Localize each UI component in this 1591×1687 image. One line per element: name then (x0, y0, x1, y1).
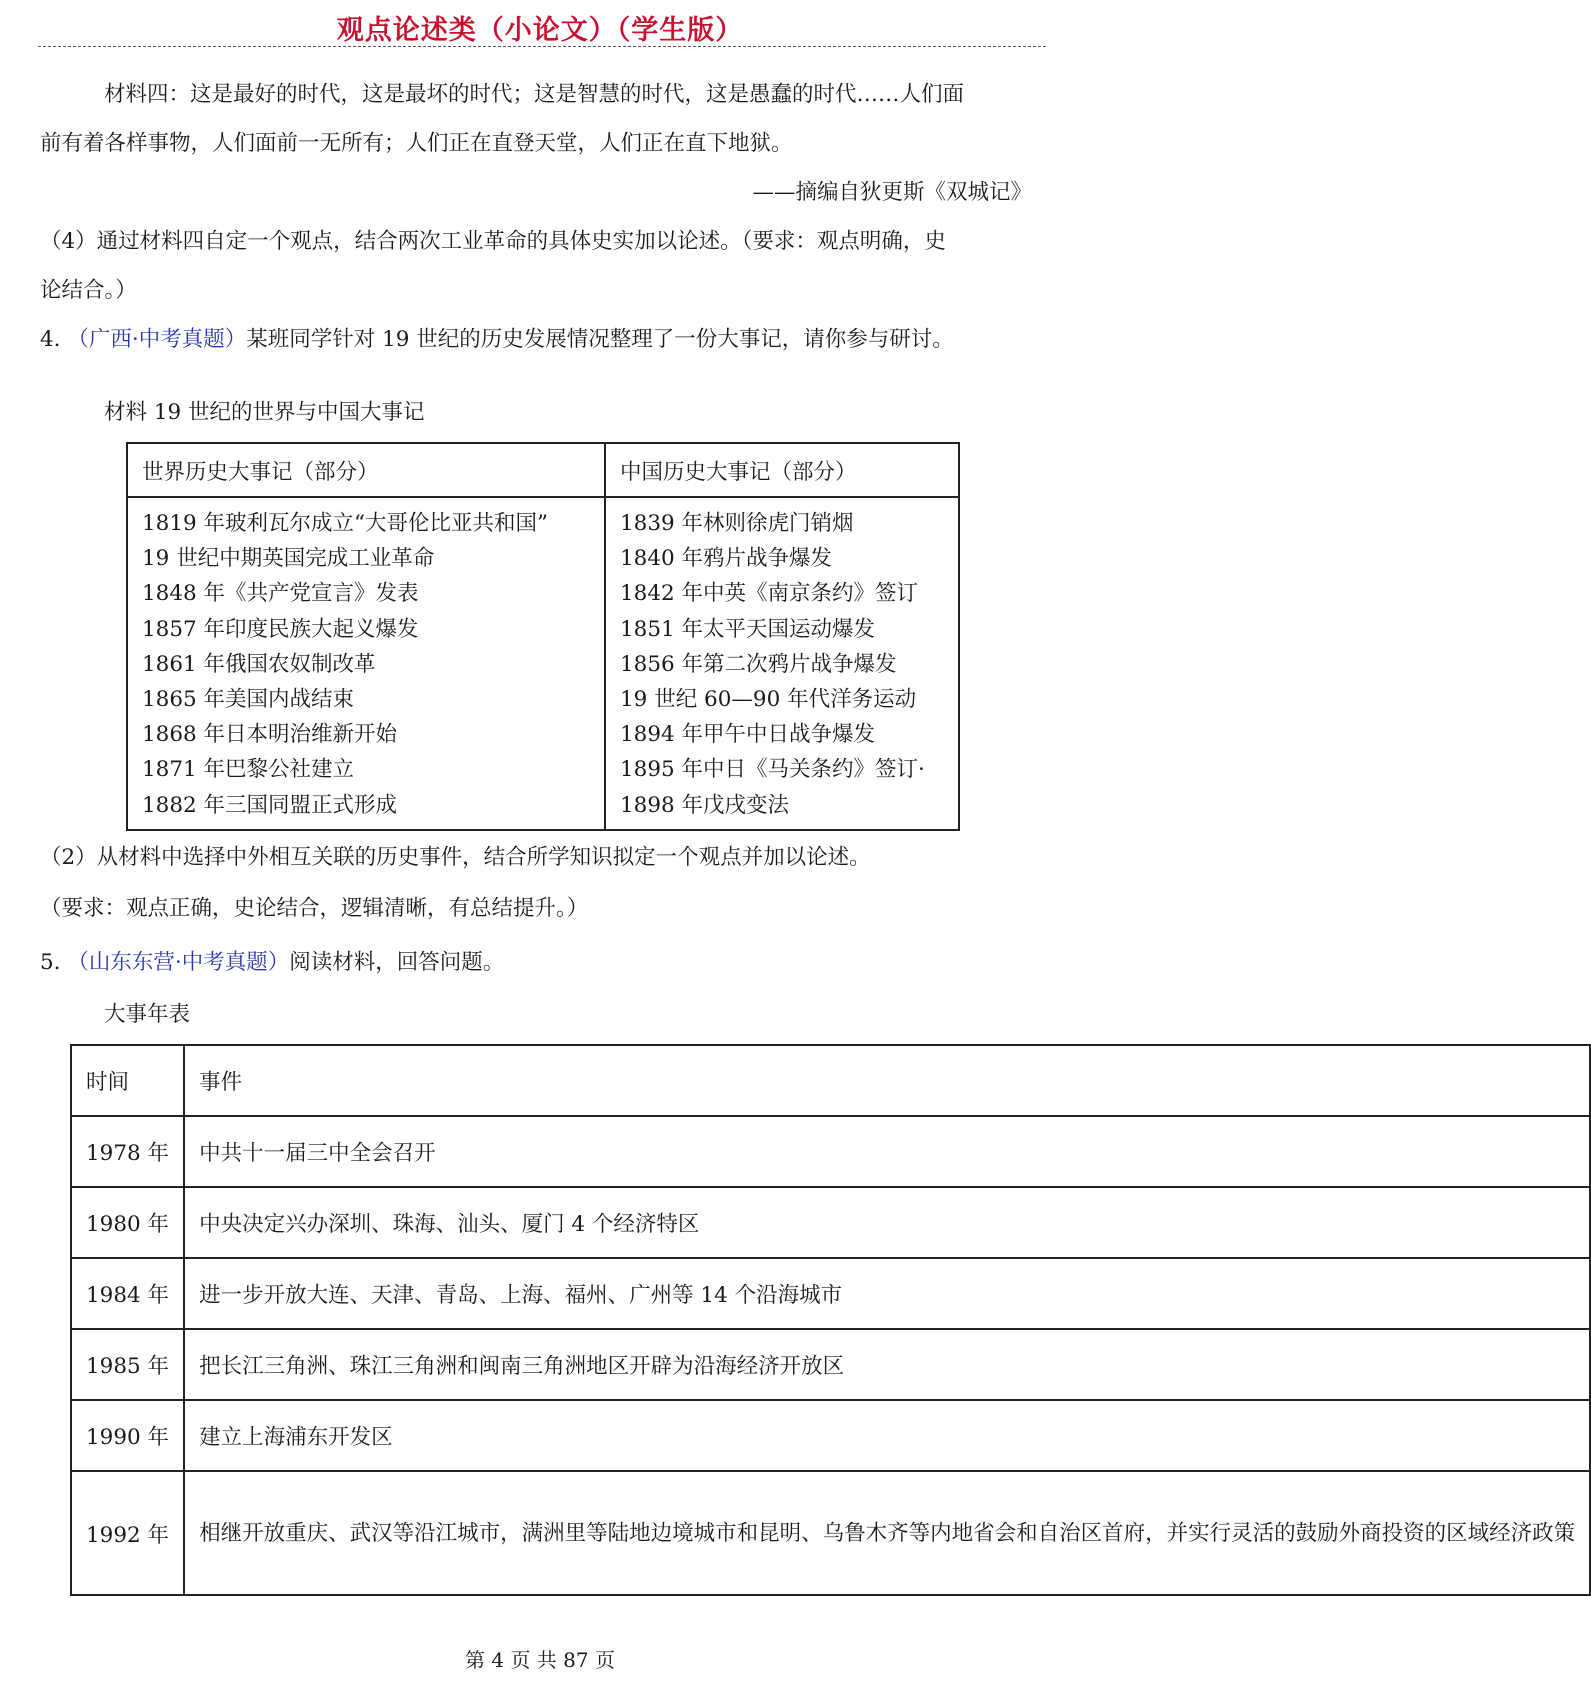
list-item: 1851 年太平天国运动爆发 (620, 616, 876, 642)
time-cell: 1990 年 (71, 1400, 184, 1471)
material4-line2: 前有着各样事物，人们面前一无所有；人们正在直登天堂，人们正在直下地狱。 (40, 131, 793, 156)
question-source: （广西·中考真题） (67, 327, 247, 352)
event-cell: 中共十一届三中全会召开 (184, 1116, 1590, 1187)
time-cell: 1980 年 (71, 1187, 184, 1258)
q5-table-title: 大事年表 (104, 1002, 191, 1027)
question-text: 阅读材料，回答问题。 (289, 950, 505, 975)
question-number: 4. (40, 327, 61, 352)
q4-part4-line1: （4）通过材料四自定一个观点，结合两次工业革命的具体史实加以论述。（要求：观点明确，史 (40, 229, 946, 254)
event-cell: 建立上海浦东开发区 (184, 1400, 1590, 1471)
time-cell: 1978 年 (71, 1116, 184, 1187)
question-number: 5. (40, 950, 61, 975)
question-5 (40, 948, 504, 978)
table-row (71, 1471, 1590, 1595)
table-row (71, 1258, 1590, 1329)
list-item: 19 世纪中期英国完成工业革命 (142, 546, 435, 572)
table-header-china: 中国历史大事记（部分） (605, 443, 959, 497)
page-title: 观点论述类（小论文）（学生版） (336, 15, 744, 46)
q4-part4-line2: 论结合。） (40, 278, 137, 303)
material4-source: ——摘编自狄更斯《双城记》 (752, 180, 1032, 205)
table-header-time: 时间 (71, 1045, 184, 1116)
list-item: 1839 年林则徐虎门销烟 (620, 511, 854, 536)
event-cell: 进一步开放大连、天津、青岛、上海、福州、广州等 14 个沿海城市 (184, 1258, 1590, 1329)
list-item: 1861 年俄国农奴制改革 (142, 651, 376, 677)
list-item: 1871 年巴黎公社建立 (142, 757, 355, 783)
table-header-world: 世界历史大事记（部分） (127, 443, 605, 497)
list-item: 1856 年第二次鸦片战争爆发 (620, 651, 897, 677)
list-item: 1848 年《共产党宣言》发表 (142, 581, 419, 607)
time-cell: 1985 年 (71, 1329, 184, 1400)
list-item: 1894 年甲午中日战争爆发 (620, 722, 876, 748)
q4-part2-line1: （2）从材料中选择中外相互关联的历史事件，结合所学知识拟定一个观点并加以论述。 (40, 845, 871, 870)
header-divider (38, 46, 1046, 47)
event-cell: 相继开放重庆、武汉等沿江城市，满洲里等陆地边境城市和昆明、乌鲁木齐等内地省会和自治区首府，并实行灵活的鼓励外商投资的区域经济政策 (184, 1471, 1590, 1595)
question-text: 某班同学针对 19 世纪的历史发展情况整理了一份大事记，请你参与研讨。 (246, 327, 954, 352)
question-4 (40, 325, 954, 355)
china-events-cell (605, 497, 959, 830)
world-events-cell (127, 497, 605, 830)
list-item: 1865 年美国内战结束 (142, 687, 355, 713)
list-item: 1882 年三国同盟正式形成 (142, 792, 398, 818)
time-cell: 1992 年 (71, 1471, 184, 1595)
event-cell: 把长江三角洲、珠江三角洲和闽南三角洲地区开辟为沿海经济开放区 (184, 1329, 1590, 1400)
list-item: 1898 年戊戌变法 (620, 792, 790, 818)
table-row (71, 1329, 1590, 1400)
question-source: （山东东营·中考真题） (67, 950, 290, 975)
time-cell: 1984 年 (71, 1258, 184, 1329)
table-row (71, 1116, 1590, 1187)
list-item: 1895 年中日《马关条约》签订· (620, 757, 925, 783)
q5-chronology-table (70, 1044, 1591, 1596)
page-number: 第 4 页 共 87 页 (465, 1648, 615, 1672)
q4-events-table (126, 442, 960, 831)
q4-part2-line2: （要求：观点正确，史论结合，逻辑清晰，有总结提升。） (40, 896, 589, 921)
event-cell: 中央决定兴办深圳、珠海、汕头、厦门 4 个经济特区 (184, 1187, 1590, 1258)
table-row (71, 1400, 1590, 1471)
list-item: 1868 年日本明治维新开始 (142, 722, 398, 748)
table-row (71, 1187, 1590, 1258)
list-item: 19 世纪 60—90 年代洋务运动 (620, 687, 917, 713)
list-item: 1819 年玻利瓦尔成立“大哥伦比亚共和国” (142, 511, 549, 536)
table-header-event: 事件 (184, 1045, 1590, 1116)
list-item: 1840 年鸦片战争爆发 (620, 546, 833, 572)
q4-material-title: 材料 19 世纪的世界与中国大事记 (104, 400, 425, 425)
material4-line1: 材料四：这是最好的时代，这是最坏的时代；这是智慧的时代，这是愚蠢的时代……人们面 (104, 82, 965, 107)
list-item: 1857 年印度民族大起义爆发 (142, 616, 419, 642)
list-item: 1842 年中英《南京条约》签订 (620, 581, 919, 607)
